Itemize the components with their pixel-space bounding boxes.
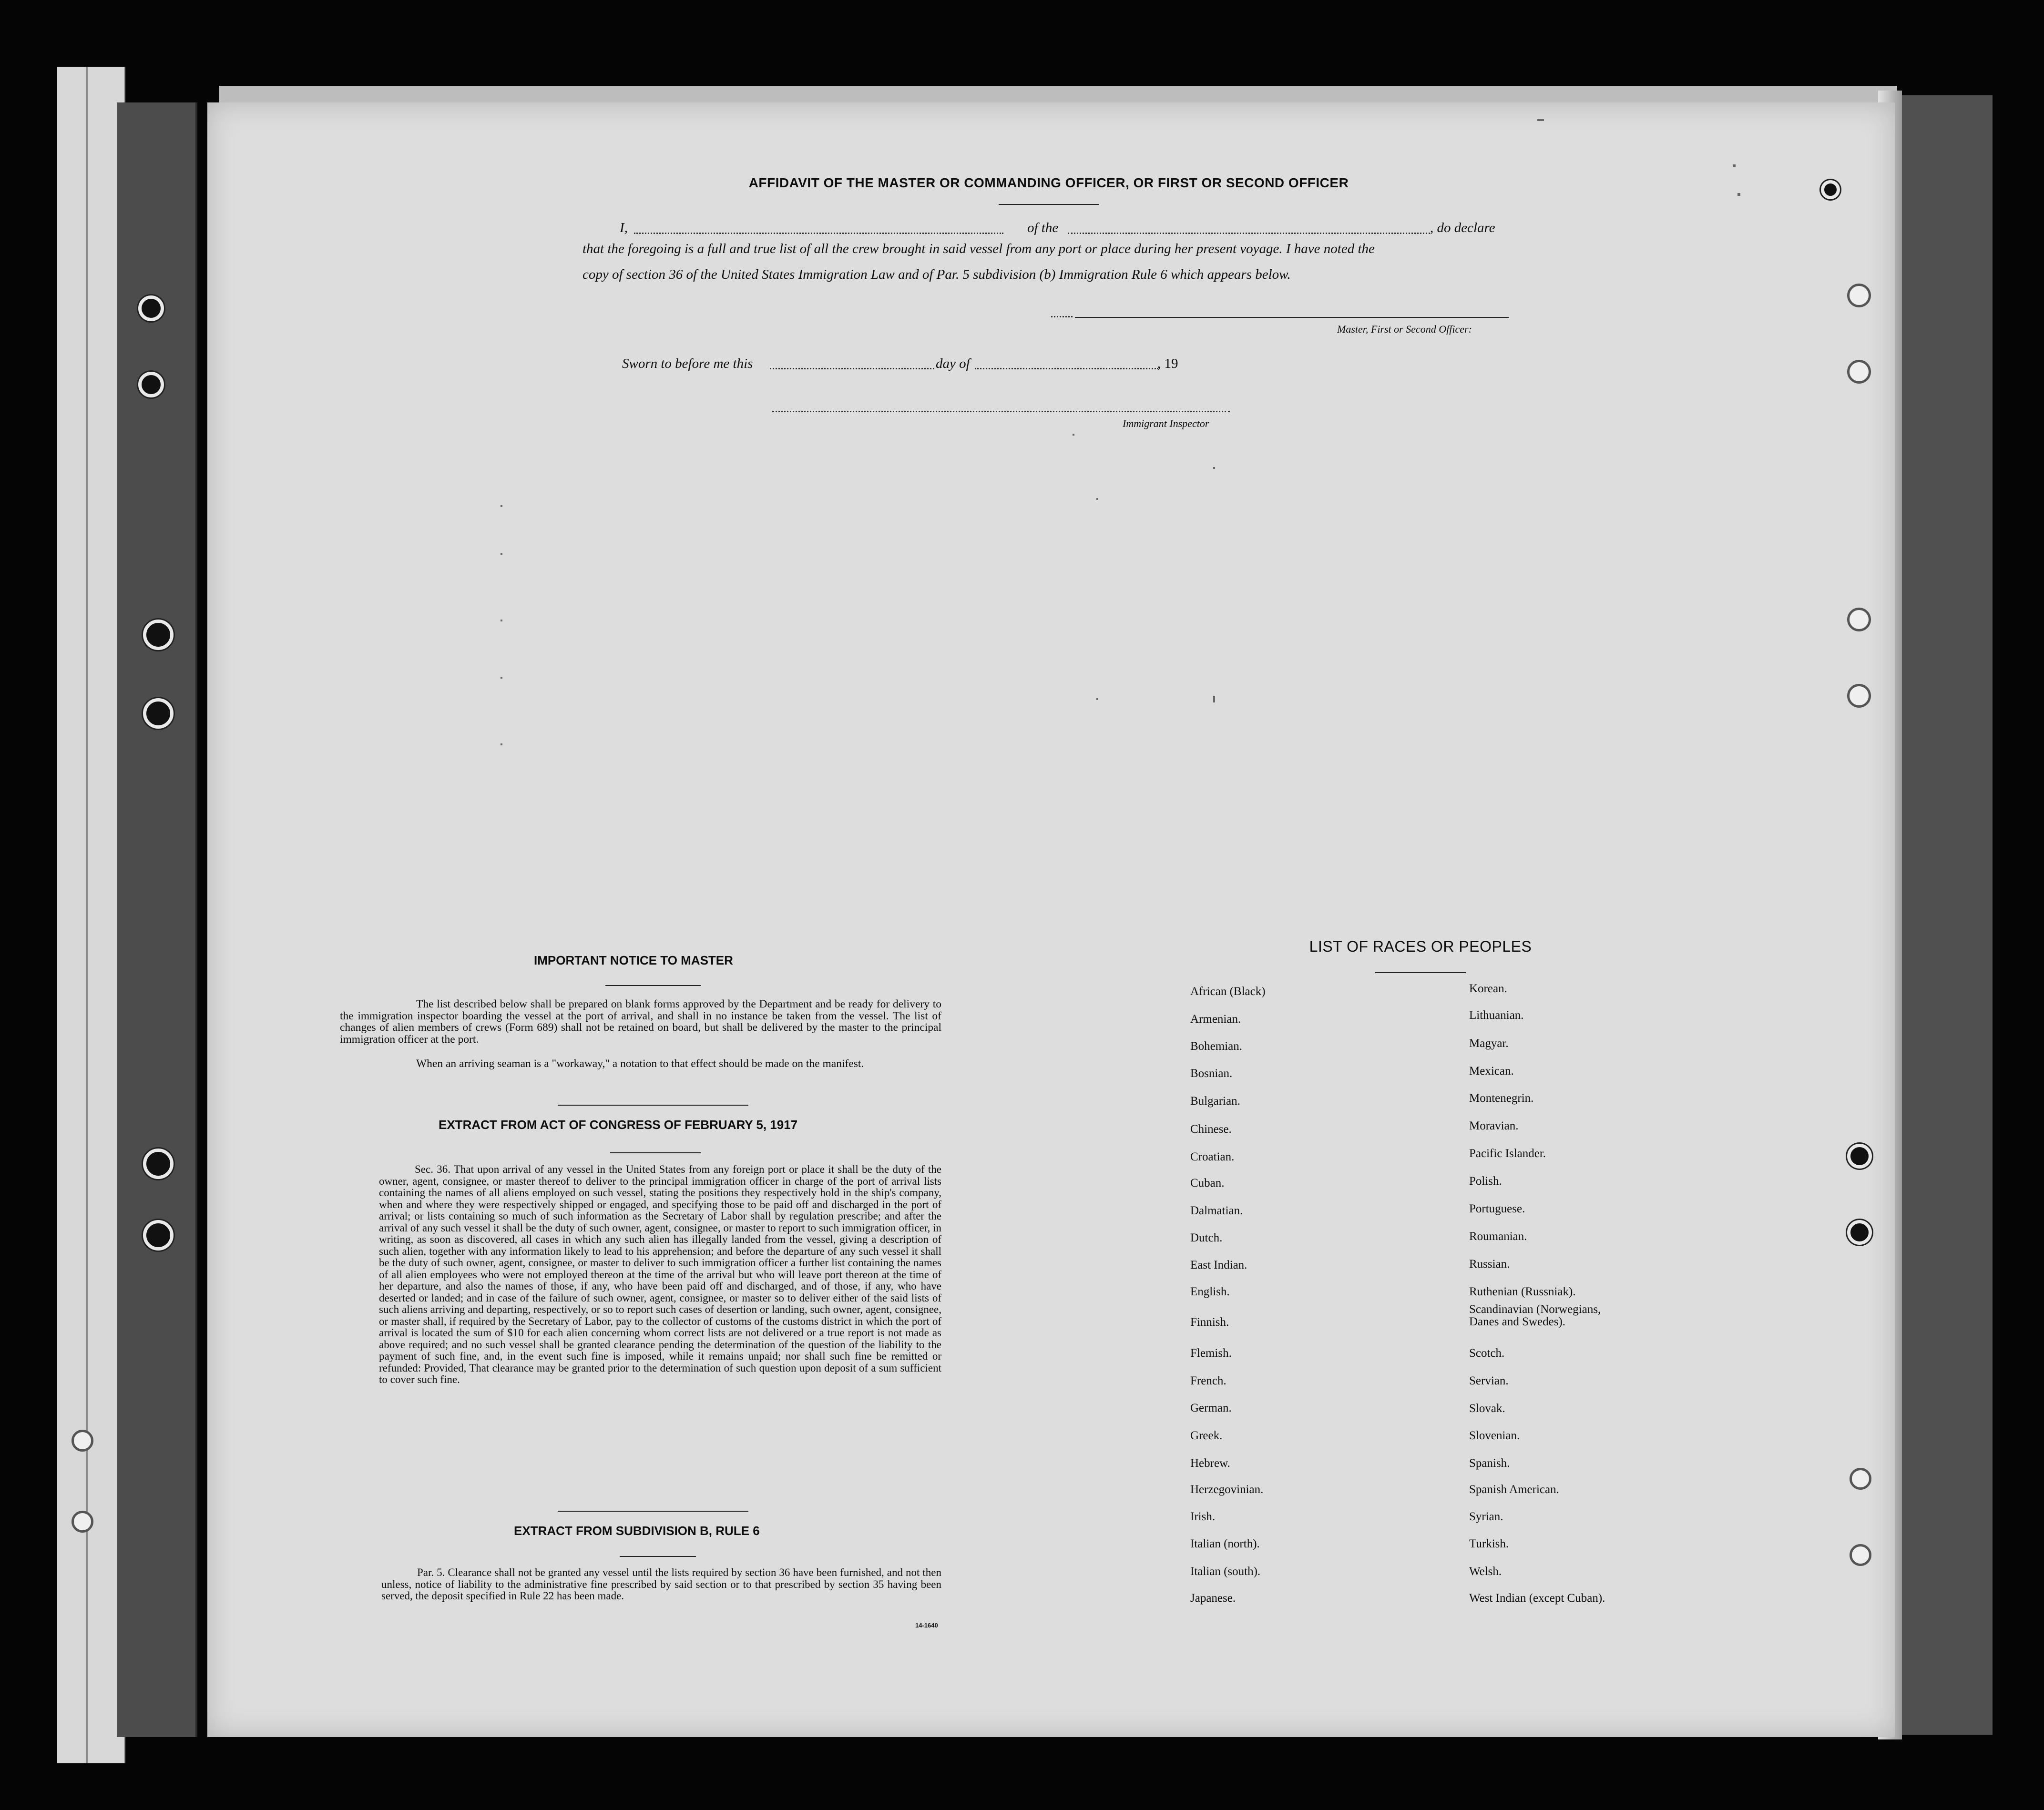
binder-hole	[143, 1149, 174, 1179]
race-item: Welsh.	[1469, 1565, 1502, 1578]
race-item: Slovak.	[1469, 1402, 1505, 1415]
races-title: LIST OF RACES OR PEOPLES	[1309, 938, 1532, 955]
race-item: Flemish.	[1190, 1347, 1232, 1360]
master-signature-blank	[1051, 316, 1073, 317]
act-heading: EXTRACT FROM ACT OF CONGRESS OF FEBRUARY 5, 1917	[439, 1118, 798, 1132]
inspector-signature-blank	[772, 411, 1230, 412]
notice-para-1: The list described below shall be prepared on blank forms approved by the Department and be ready for delivery to the immigration inspector boarding the vessel at the port of arrival, and shall in no instance be taken from the vessel. The list of changes of alien members of crews (Form 689) shall not be retained on board, but shall be delivered by the master to the principal immigration officer at the port.	[340, 998, 941, 1046]
left-binder-edge	[57, 67, 125, 1763]
race-item: Montenegrin.	[1469, 1092, 1534, 1105]
race-item: Dalmatian.	[1190, 1204, 1243, 1217]
stray-mark	[501, 677, 502, 679]
affidavit-line3: copy of section 36 of the United States Immigration Law and of Par. 5 subdivision (b) Immigration Rule 6 which appears below.	[583, 267, 1291, 282]
race-item: Spanish.	[1469, 1457, 1510, 1470]
race-item: Bosnian.	[1190, 1067, 1233, 1080]
year-prefix: , 19	[1157, 356, 1178, 371]
notice-heading: IMPORTANT NOTICE TO MASTER	[534, 953, 733, 967]
race-item: Irish.	[1190, 1510, 1216, 1523]
race-item: Russian.	[1469, 1258, 1510, 1271]
races-rule	[1375, 972, 1466, 973]
race-item: German.	[1190, 1402, 1232, 1414]
race-item: Cuban.	[1190, 1177, 1225, 1190]
stray-mark	[1213, 696, 1215, 702]
race-item: Chinese.	[1190, 1123, 1232, 1136]
race-item: Scotch.	[1469, 1347, 1505, 1360]
race-item: Portuguese.	[1469, 1202, 1525, 1215]
affidavit-i: I,	[620, 220, 628, 235]
race-item: Turkish.	[1469, 1537, 1509, 1550]
race-item: Bulgarian.	[1190, 1095, 1240, 1108]
act-rule	[610, 1152, 701, 1153]
inspector-caption: Immigrant Inspector	[1123, 417, 1209, 429]
page-hole	[1847, 608, 1871, 631]
race-item: Syrian.	[1469, 1510, 1503, 1523]
section-rule	[558, 1511, 748, 1512]
binder-strip	[117, 102, 197, 1737]
name-blank	[634, 233, 1003, 234]
binder-hole	[143, 1220, 174, 1251]
right-binder-edge	[1902, 95, 1993, 1735]
form-code: 14-1640	[915, 1622, 938, 1629]
stray-mark	[501, 620, 502, 621]
page-hole	[1850, 1468, 1871, 1490]
page-hole	[1847, 1220, 1872, 1245]
vessel-blank	[1068, 233, 1430, 234]
affidavit-declare: , do declare	[1430, 220, 1495, 235]
sworn-month-blank	[975, 368, 1158, 369]
master-signature-line	[1075, 317, 1509, 318]
race-item: Moravian.	[1469, 1119, 1519, 1132]
rule-heading: EXTRACT FROM SUBDIVISION B, RULE 6	[514, 1524, 760, 1538]
page-hole	[1850, 1544, 1871, 1566]
stray-mark	[1537, 119, 1544, 121]
affidavit-title: AFFIDAVIT OF THE MASTER OR COMMANDING OFFICER, OR FIRST OR SECOND OFFICER	[748, 175, 1349, 190]
binder-hole-left	[138, 372, 164, 397]
sworn-text: Sworn to before me this	[622, 356, 753, 371]
rule-text: Par. 5. Clearance shall not be granted any vessel until the lists required by section 36 have been furnished, and not then unless, notice of liability to the administrative fine prescribed by said section or to that prescribed by section 35 having been served, the deposit specified in Rule 22 has been made.	[381, 1566, 941, 1602]
race-item: Slovenian.	[1469, 1429, 1520, 1442]
race-item: Magyar.	[1469, 1037, 1509, 1050]
stray-mark	[1733, 164, 1736, 167]
race-item: Italian (south).	[1190, 1565, 1261, 1578]
notice-para-2: When an arriving seaman is a "workaway," a notation to that effect should be made on the manifest.	[416, 1058, 864, 1070]
rule-rule	[620, 1556, 696, 1557]
race-item: East Indian.	[1190, 1259, 1247, 1271]
race-item: Scandinavian (Norwegians, Danes and Swedes).	[1469, 1303, 1601, 1328]
race-item: Croatian.	[1190, 1150, 1235, 1163]
race-item: Lithuanian.	[1469, 1009, 1524, 1022]
page-hole	[1821, 180, 1840, 199]
race-item: Mexican.	[1469, 1065, 1514, 1078]
stray-mark	[1737, 193, 1740, 196]
race-item: Korean.	[1469, 982, 1507, 995]
race-item: Finnish.	[1190, 1316, 1229, 1329]
race-item: Japanese.	[1190, 1592, 1236, 1605]
page-hole	[1847, 360, 1871, 384]
race-item: Hebrew.	[1190, 1457, 1230, 1470]
section-rule	[558, 1105, 748, 1106]
stray-mark	[1096, 698, 1098, 700]
binder-hole	[143, 620, 174, 650]
page-hole	[1847, 684, 1871, 708]
affidavit-line2: that the foregoing is a full and true list of all the crew brought in said vessel from any port or place during her present voyage. I have noted the	[583, 241, 1375, 256]
left-edge-line	[86, 67, 88, 1763]
act-text: Sec. 36. That upon arrival of any vessel in the United States from any foreign port or place it shall be the duty of the owner, agent, consignee, or master thereof to deliver to the principal immigration officer in charge of the port of arrival lists containing the names of all aliens employed on such vessel, stating the positions they respectively hold in the ship's company, when and where they were respectively shipped or engaged, and specifying those to be paid off and discharged in the port of arrival; or lists containing so much of such information as the Secretary of Labor shall by regulation prescribe; and after the arrival of any such vessel it shall be the duty of such owner, agent, consignee, or master to report to such immigration officer, in writing, as soon as discovered, all cases in which any such alien has illegally landed from the vessel, giving a description of such alien, together with any information likely to lead to his apprehension; and before the departure of any such vessel it shall be the duty of such owner, agent, consignee, or master to deliver to such immigration officer a further list containing the names of all alien employees who were not employed thereon at the time of the arrival but who will leave port thereon at the time of her departure, and also the names of those, if any, who have been paid off and discharged, and of those, if any, who have deserted or landed; and in case of the failure of such owner, agent, consignee, or master so to deliver either of the said lists of such aliens arriving and departing, respectively, or so to report such cases of desertion or landing, such owner, agent, consignee, or master shall, if required by the Secretary of Labor, pay to the collector of customs of the customs district in which the port of arrival is located the sum of $10 for each alien concerning whom correct lists are not delivered or a true report is not made as above required; and no such vessel shall be granted clearance pending the determination of the question of the liability to the payment of such fine, and, in the event such fine is imposed, while it remains unpaid; nor shall such fine be remitted or refunded: Provided, That clearance may be granted prior to the determination of such question upon deposit of a sum sufficient to cover such fine.	[379, 1163, 941, 1385]
notice-rule	[605, 985, 701, 986]
race-item: Dutch.	[1190, 1231, 1223, 1244]
race-item: African (Black)	[1190, 985, 1266, 998]
stray-mark	[1096, 498, 1098, 500]
stray-mark	[501, 505, 502, 507]
sworn-day-blank	[770, 368, 934, 369]
race-item: Armenian.	[1190, 1013, 1241, 1026]
race-item: Greek.	[1190, 1429, 1223, 1442]
stray-mark	[1213, 467, 1215, 469]
binder-hole-left	[138, 295, 164, 321]
master-caption: Master, First or Second Officer:	[1337, 323, 1472, 335]
binder-hole	[143, 698, 174, 729]
stray-mark	[501, 553, 502, 555]
stray-mark	[501, 743, 502, 745]
race-item: Herzegovinian.	[1190, 1483, 1264, 1496]
title-rule	[999, 204, 1099, 205]
race-item: English.	[1190, 1285, 1230, 1298]
race-item: Polish.	[1469, 1175, 1502, 1188]
race-item: West Indian (except Cuban).	[1469, 1592, 1605, 1605]
race-item: Servian.	[1469, 1374, 1509, 1387]
race-item: Spanish American.	[1469, 1483, 1559, 1496]
binder-hole-left	[72, 1511, 93, 1533]
binder-hole-left	[72, 1430, 93, 1452]
race-item: French.	[1190, 1374, 1226, 1387]
day-of-text: day of	[936, 356, 970, 371]
race-item: Roumanian.	[1469, 1230, 1527, 1243]
race-item: Pacific Islander.	[1469, 1147, 1546, 1160]
race-item: Bohemian.	[1190, 1040, 1243, 1053]
race-item: Italian (north).	[1190, 1537, 1260, 1550]
page-hole	[1847, 1144, 1872, 1169]
affidavit-of-the: of the	[1027, 220, 1059, 235]
page-hole	[1847, 284, 1871, 307]
stray-mark	[1073, 434, 1074, 436]
race-item: Ruthenian (Russniak).	[1469, 1285, 1576, 1298]
